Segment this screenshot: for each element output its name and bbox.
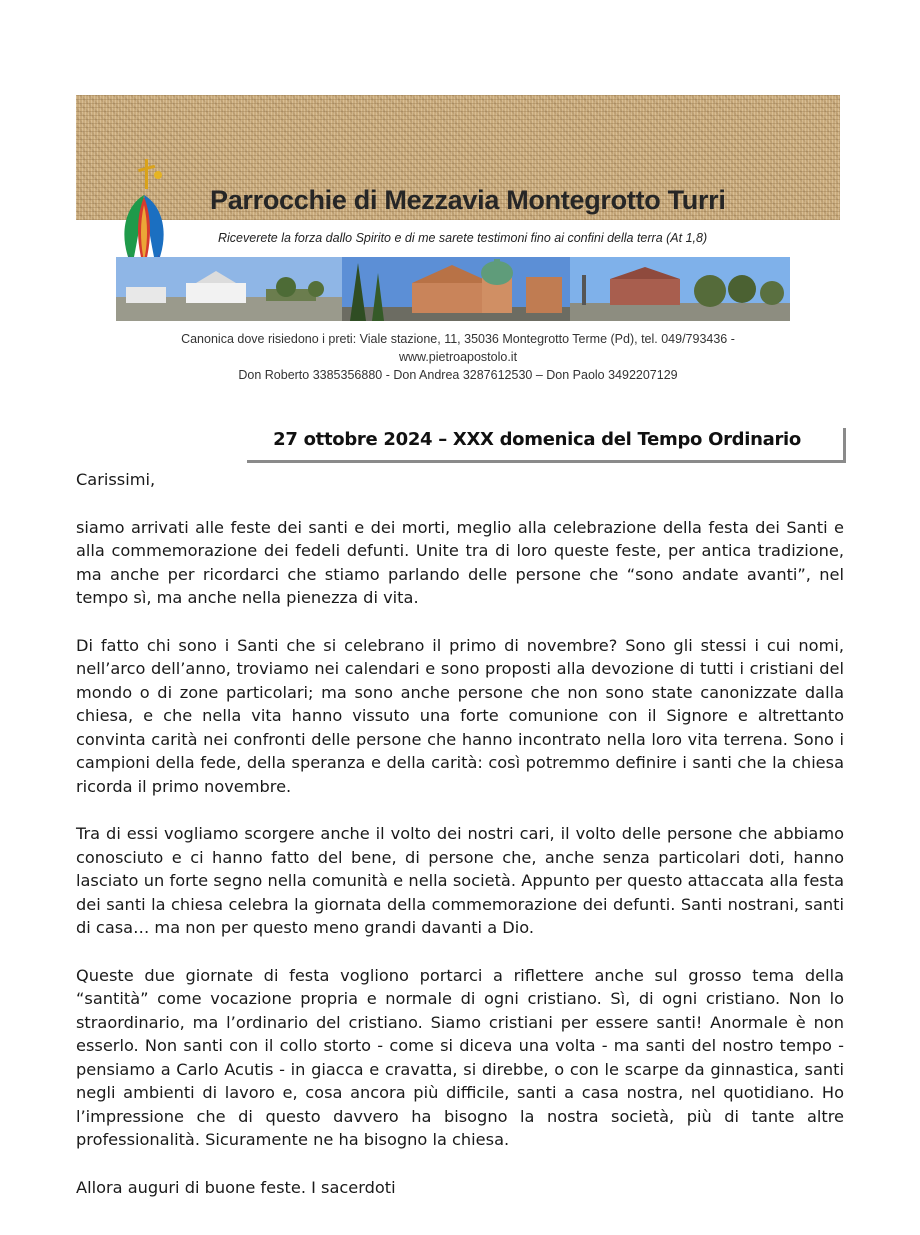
contact-website: www.pietroapostolo.it bbox=[398, 350, 518, 364]
contact-info bbox=[76, 330, 840, 384]
letter-paragraph-1: siamo arrivati alle feste dei santi e dei morti, meglio alla celebrazione della festa dei Santi e alla commemorazione dei fedeli defunti. Unite tra di loro queste feste, per antica tradizione, ma anche per ricordarci che stiamo parlando delle persone che “sono andate avanti”, nel tempo sì, ma anche nella pienezza di vita. bbox=[76, 517, 844, 607]
letter-paragraph-2: Di fatto chi sono i Santi che si celebrano il primo di novembre? Sono gli stessi i cui nomi, nell’arco dell’anno, troviamo nei calendari e sono proposti alla devozione di tutti i cristiani del mondo o di zone particolari; ma sono anche persone che non sono state canonizzate dalla chiesa, e che nella vita hanno vissuto una forte comunione con il Signore e altrettanto convinta carità nei confronti delle persone che hanno incontrato nella loro vita terrena. Sono i campioni della fede, della speranza e della carità: così potremmo definire i santi che la chiesa ricorda il primo novembre. bbox=[76, 635, 844, 796]
contact-priests-phones: Don Roberto 3385356880 - Don Andrea 3287612530 – Don Paolo 3492207129 bbox=[238, 368, 678, 382]
page-title: 27 ottobre 2024 – XXX domenica del Tempo Ordinario bbox=[273, 429, 801, 450]
letter-greeting: Carissimi, bbox=[76, 470, 156, 489]
contact-address: Canonica dove risiedono i preti: Viale stazione, 11, 35036 Montegrotto Terme (Pd), tel. 049/793436 - bbox=[181, 332, 735, 346]
church-photo-left bbox=[116, 257, 342, 321]
parish-letterhead bbox=[76, 95, 840, 340]
letter-closing: Allora auguri di buone feste. I sacerdoti bbox=[76, 1177, 396, 1197]
church-photo-center bbox=[342, 257, 570, 321]
letter-paragraph-3: Tra di essi vogliamo scorgere anche il volto dei nostri cari, il volto delle persone che abbiamo conosciuto e ci hanno fatto del bene, di persone che, anche senza particolari doti, hanno lasciato un forte segno nella comunità e nella società. Appunto per questo attaccata alla festa dei santi la chiesa celebra la giornata della commemorazione dei defunti. Santi nostrani, santi di casa… ma non per questo meno grandi davanti a Dio. bbox=[76, 824, 844, 937]
parish-motto: Riceverete la forza dallo Spirito e di me sarete testimoni fino ai confini della terra (At 1,8) bbox=[218, 231, 708, 245]
church-photos-strip bbox=[116, 257, 790, 321]
date-title-box bbox=[247, 428, 846, 463]
church-photo-right bbox=[570, 257, 790, 321]
parish-name: Parrocchie di Mezzavia Montegrotto Turri bbox=[210, 185, 726, 215]
letter-body bbox=[76, 468, 844, 1223]
letter-paragraph-4: Queste due giornate di festa vogliono portarci a riflettere anche sul grosso tema della “santità” come vocazione propria e normale di ogni cristiano. Sì, di ogni cristiano. Non lo straordinario, ma l’ordinario del cristiano. Siamo cristiani per essere santi! Anormale è non esserlo. Non santi con il collo storto - come si diceva una volta - ma santi del nostro tempo - pensiamo a Carlo Acutis - in giacca e cravatta, si direbbe, o con le scarpe da ginnastica, santi negli ambienti di lavoro e, cosa ancora più difficile, santi a casa nostra, nel quotidiano. Ho l’impressione che di questo davvero ha bisogno la nostra società, più di tante altre professionalità. Sicuramente ne ha bisogno la chiesa. bbox=[76, 965, 844, 1149]
